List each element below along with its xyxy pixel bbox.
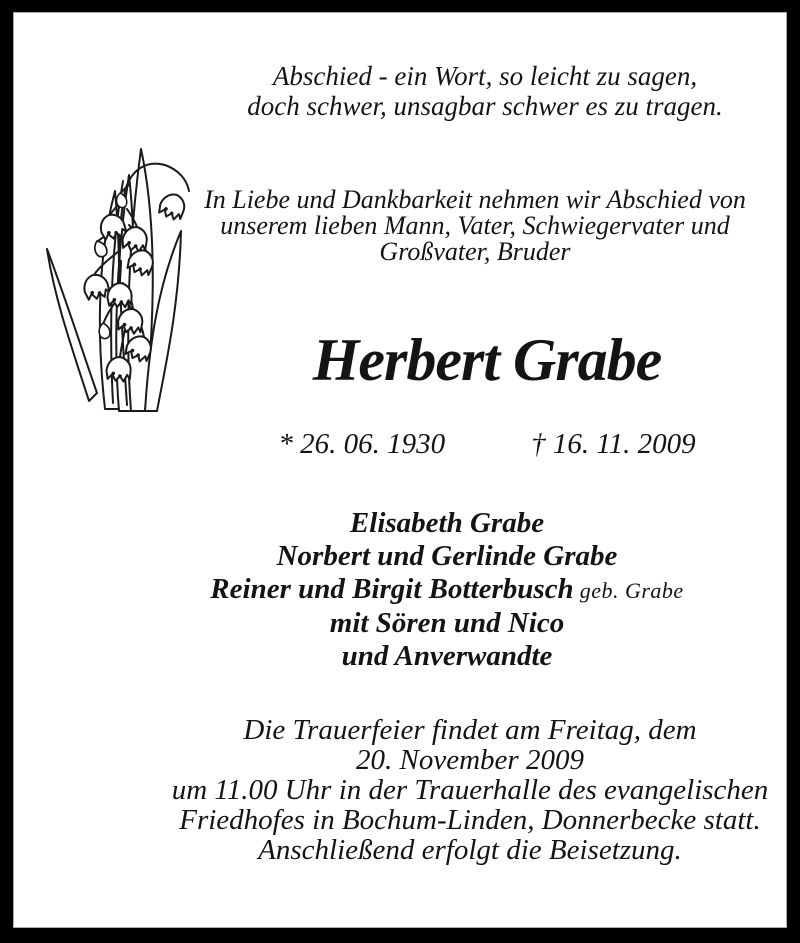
verse-line-1: Abschied - ein Wort, so leicht zu sagen, [272, 61, 698, 91]
intro-line-1: In Liebe und Dankbarkeit nehmen wir Abschied von [204, 185, 746, 214]
mourner-line-3-suffix: geb. Grabe [579, 578, 684, 603]
mourner-line-3-main: Reiner und Birgit Botterbusch [210, 573, 574, 605]
funeral-line-5: Anschließend erfolgt die Beisetzung. [258, 834, 682, 866]
mourner-line-3 [147, 573, 747, 607]
intro-line-3: Großvater, Bruder [379, 237, 571, 266]
funeral-line-1: Die Trauerfeier findet am Freitag, dem [243, 714, 697, 746]
mourner-line-2: Norbert und Gerlinde Grabe [276, 540, 618, 572]
mourners-list [147, 507, 747, 673]
mourner-line-5: und Anverwandte [341, 640, 553, 672]
funeral-details [170, 715, 770, 865]
deceased-name: Herbert Grabe [312, 327, 662, 393]
death-date: † 16. 11. 2009 [531, 428, 696, 460]
funeral-line-3: um 11.00 Uhr in der Trauerhalle des evangelischen [171, 774, 769, 806]
intro-line-2: unserem lieben Mann, Vater, Schwiegervater und [220, 211, 730, 240]
mourner-line-1: Elisabeth Grabe [349, 507, 545, 539]
opening-verse [185, 61, 785, 121]
birth-date: * 26. 06. 1930 [278, 428, 446, 460]
mourner-line-4: mit Sören und Nico [329, 607, 565, 639]
verse-line-2: doch schwer, unsagbar schwer es zu tragen. [247, 91, 723, 121]
farewell-intro [175, 187, 775, 265]
funeral-line-2: 20. November 2009 [356, 744, 584, 776]
funeral-line-4: Friedhofes in Bochum-Linden, Donnerbecke statt. [179, 804, 761, 836]
life-dates [187, 427, 787, 461]
